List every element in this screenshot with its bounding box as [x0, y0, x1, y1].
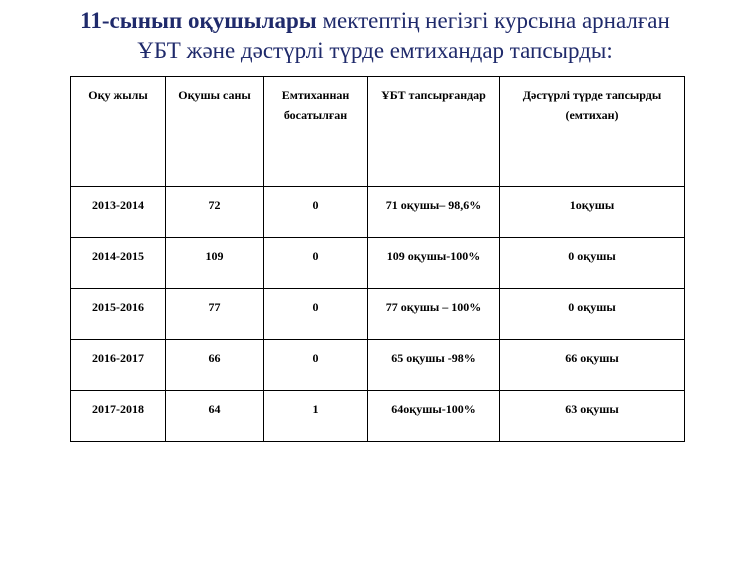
cell-students: 64	[166, 391, 264, 442]
cell-ubt: 64оқушы-100%	[368, 391, 500, 442]
table-row	[71, 187, 685, 238]
header-traditional: Дәстүрлі түрде тапсырды (емтихан)	[500, 77, 685, 187]
header-exempt: Емтиханнан босатылған	[264, 77, 368, 187]
header-ubt: ҰБТ тапсырғандар	[368, 77, 500, 187]
cell-exempt: 0	[264, 289, 368, 340]
cell-exempt: 0	[264, 238, 368, 289]
cell-traditional: 63 оқушы	[500, 391, 685, 442]
cell-ubt: 71 оқушы– 98,6%	[368, 187, 500, 238]
cell-students: 72	[166, 187, 264, 238]
cell-exempt: 0	[264, 187, 368, 238]
results-table	[70, 76, 685, 442]
cell-year: 2015-2016	[71, 289, 166, 340]
cell-students: 77	[166, 289, 264, 340]
table-row	[71, 340, 685, 391]
cell-traditional: 0 оқушы	[500, 238, 685, 289]
cell-year: 2014-2015	[71, 238, 166, 289]
cell-year: 2017-2018	[71, 391, 166, 442]
cell-exempt: 1	[264, 391, 368, 442]
cell-students: 66	[166, 340, 264, 391]
table-row	[71, 289, 685, 340]
header-students: Оқушы саны	[166, 77, 264, 187]
cell-year: 2013-2014	[71, 187, 166, 238]
cell-ubt: 65 оқушы -98%	[368, 340, 500, 391]
cell-students: 109	[166, 238, 264, 289]
table-row	[71, 391, 685, 442]
cell-year: 2016-2017	[71, 340, 166, 391]
cell-traditional: 66 оқушы	[500, 340, 685, 391]
page-title	[0, 6, 750, 66]
cell-traditional: 0 оқушы	[500, 289, 685, 340]
cell-exempt: 0	[264, 340, 368, 391]
title-bold: 11-сынып оқушылары	[80, 8, 317, 33]
cell-traditional: 1оқушы	[500, 187, 685, 238]
header-row	[71, 77, 685, 187]
title-rest: мектептің негізгі курсына арналған	[316, 8, 670, 33]
header-year: Оқу жылы	[71, 77, 166, 187]
table-row	[71, 238, 685, 289]
title-line2: ҰБТ және дәстүрлі түрде емтихандар тапсырды:	[137, 38, 613, 63]
cell-ubt: 109 оқушы-100%	[368, 238, 500, 289]
cell-ubt: 77 оқушы – 100%	[368, 289, 500, 340]
